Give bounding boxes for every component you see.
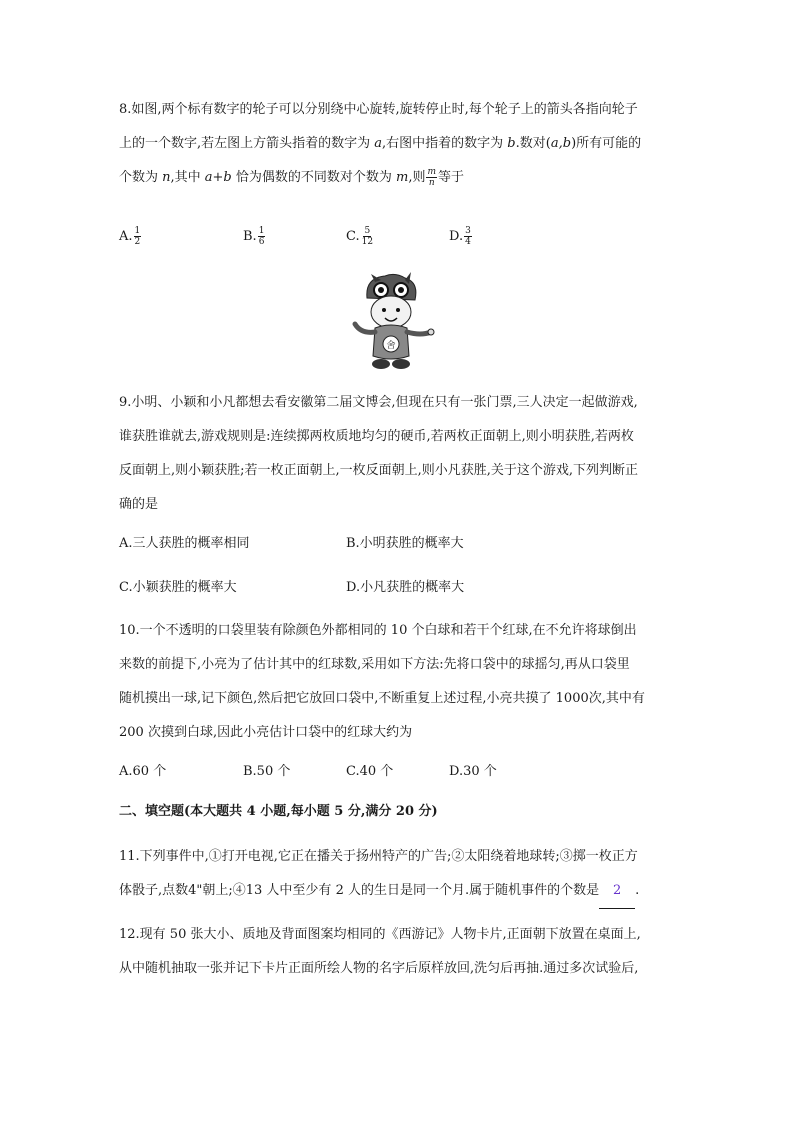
question-10 (119, 614, 679, 750)
q10-option-c[interactable]: C.40 个 (346, 764, 394, 779)
q10-line-3: 随机摸出一球,记下颜色,然后把它放回口袋中,不断重复上述过程,小亮共摸了 1000次,其中有 (119, 691, 645, 706)
q12-line-1: 12.现有 50 张大小、质地及背面图案均相同的《西游记》人物卡片,正面朝下放置在桌面上, (119, 927, 641, 942)
q8-option-d[interactable]: D. $\frac{3}{4}$ (449, 226, 471, 247)
section-2-heading: 二、填空题(本大题共 4 小题,每小题 5 分,满分 20 分) (119, 804, 438, 819)
q9-line-3: 反面朝上,则小颖获胜;若一枚正面朝上,一枚反面朝上,则小凡获胜,关于这个游戏,下列判断正 (119, 463, 639, 478)
q11-line-1: 11.下列事件中,①打开电视,它正在播关于扬州特产的广告;②太阳绕着地球转;③掷一枚正方 (119, 849, 638, 864)
mascot-illustration (345, 272, 435, 372)
q9-line-4: 确的是 (119, 497, 159, 512)
question-12 (119, 918, 679, 986)
q8-option-b[interactable]: B. $\frac{1}{6}$ (243, 226, 265, 247)
q9-line-1: 9.小明、小颖和小凡都想去看安徽第二届文博会,但现在只有一张门票,三人决定一起做游戏, (119, 395, 638, 410)
q8-line-2: 上的一个数字,若左图上方箭头指着的数字为 a,右图中指着的数字为 b.数对(a,b)所有可能的 (119, 136, 642, 151)
q11-line-2: 体骰子,点数4"朝上;④13 人中至少有 2 人的生日是同一个月.属于随机事件的个数是 2 . (119, 874, 679, 909)
q8-option-c[interactable]: C. $\frac{5}{12}$ (346, 226, 374, 247)
q10-line-4: 200 次摸到白球,因此小亮估计口袋中的红球大约为 (119, 725, 413, 740)
mascot-badge-char: 舍 (386, 341, 396, 351)
question-11 (119, 840, 679, 909)
q10-option-b[interactable]: B.50 个 (243, 764, 291, 779)
question-9 (119, 386, 679, 522)
q12-line-2: 从中随机抽取一张并记下卡片正面所绘人物的名字后原样放回,洗匀后再抽.通过多次试验后, (119, 961, 639, 976)
q10-line-2: 来数的前提下,小亮为了估计其中的红球数,采用如下方法:先将口袋中的球摇匀,再从口袋里 (119, 657, 630, 672)
question-8 (119, 93, 679, 195)
q10-option-d[interactable]: D.30 个 (449, 764, 497, 779)
q9-option-c[interactable]: C.小颖获胜的概率大 (119, 580, 237, 595)
q8-option-a[interactable]: A. $\frac{1}{2}$ (119, 226, 141, 247)
q9-option-b[interactable]: B.小明获胜的概率大 (346, 536, 464, 551)
q10-line-1: 10.一个不透明的口袋里装有除颜色外都相同的 10 个白球和若干个红球,在不允许将球倒出 (119, 623, 637, 638)
q8-line-1: 8.如图,两个标有数字的轮子可以分别绕中心旋转,旋转停止时,每个轮子上的箭头各指向轮子 (119, 102, 638, 117)
q8-line-3: 个数为 n,其中 a+b 恰为偶数的不同数对个数为 m,则 $\frac{m}{n}$ 等于 (119, 167, 465, 188)
q9-option-a[interactable]: A.三人获胜的概率相同 (119, 536, 250, 551)
q9-line-2: 谁获胜谁就去,游戏规则是:连续掷两枚质地均匀的硬币,若两枚正面朝上,则小明获胜,若两枚 (119, 429, 634, 444)
q11-answer-blank[interactable]: 2 (599, 874, 635, 909)
q10-option-a[interactable]: A.60 个 (119, 764, 167, 779)
q9-option-d[interactable]: D.小凡获胜的概率大 (346, 580, 465, 595)
m-over-n-fraction: $\frac{m}{n}$ (427, 167, 437, 188)
